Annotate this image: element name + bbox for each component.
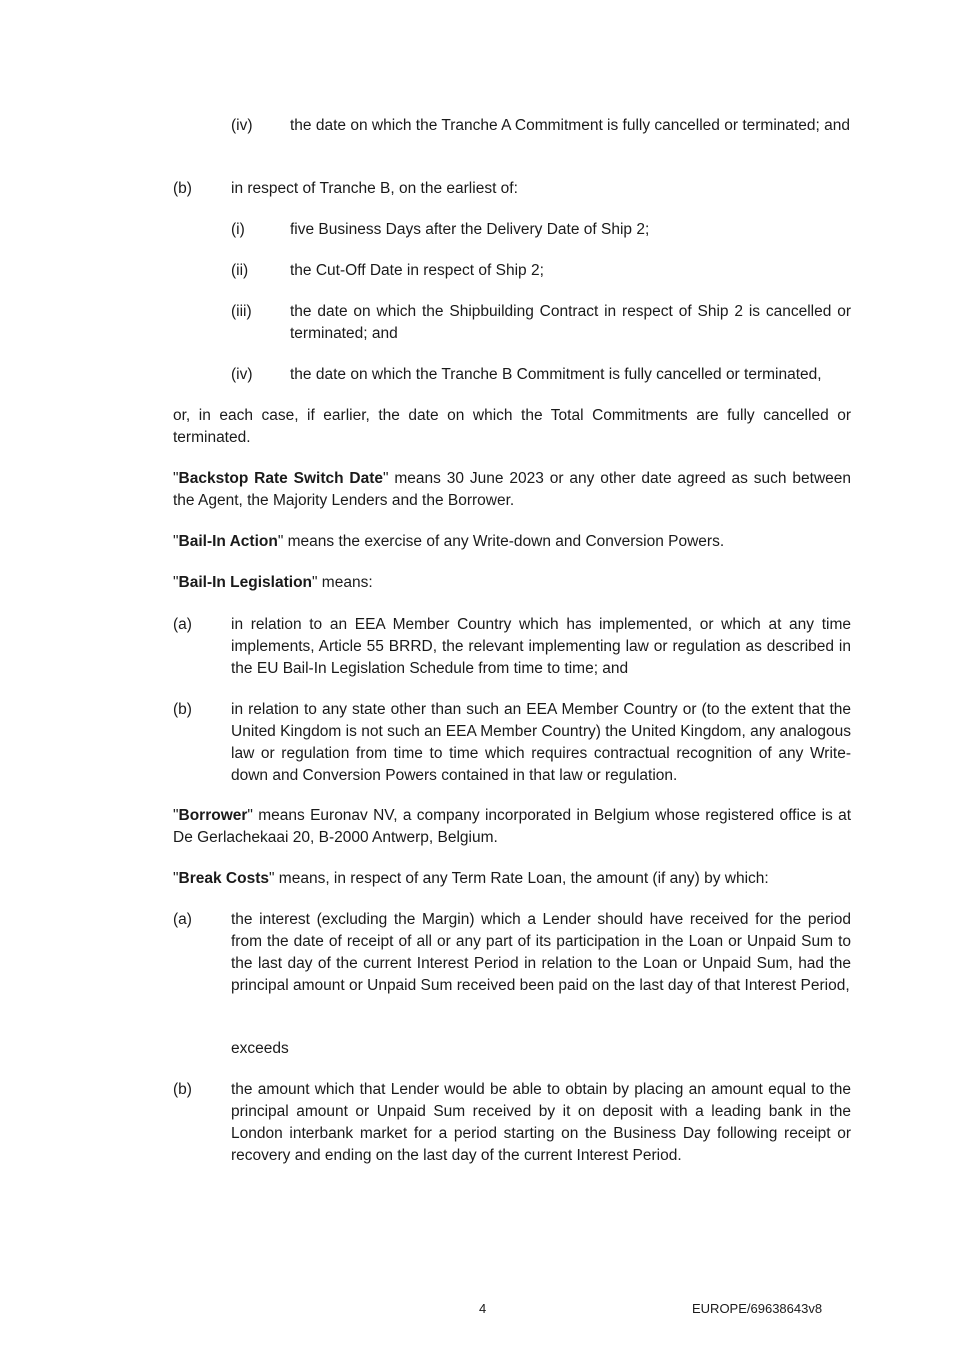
list-text: the date on which the Tranche A Commitment is fully cancelled or terminated; and <box>290 117 851 134</box>
list-label: (a) <box>173 911 192 928</box>
quote-open: " <box>173 574 179 591</box>
list-label: (i) <box>231 221 245 238</box>
definition-borrower <box>173 805 851 849</box>
closing-paragraph: or, in each case, if earlier, the date on which the Total Commitments are fully cancelled or terminated. <box>173 407 851 446</box>
list-label: (iii) <box>231 303 252 320</box>
list-text: in relation to an EEA Member Country which has implemented, or which at any time implements, Article 55 BRRD, the relevant implementing law or regulation as described in the EU Bail-In Legislation Schedule from time to time; and <box>231 616 851 677</box>
list-item <box>173 178 851 200</box>
definition-break-costs <box>173 868 851 890</box>
list-label: (iv) <box>231 366 253 383</box>
list-label: (ii) <box>231 262 249 279</box>
definition-backstop-rate-switch-date <box>173 468 851 512</box>
list-item <box>173 614 851 680</box>
document-reference: EUROPE/69638643v8 <box>692 1301 823 1316</box>
defined-term: Bail-In Legislation <box>178 574 312 591</box>
list-text: the amount which that Lender would be able to obtain by placing an amount equal to the principal amount or Unpaid Sum received by it on deposit with a leading bank in the London interbank market for a period starting on the Business Day following receipt or recovery and ending on the last day of the current Interest Period. <box>231 1081 851 1164</box>
list-label: (iv) <box>231 117 253 134</box>
defined-term: Borrower <box>178 807 248 824</box>
defined-term: Break Costs <box>178 870 269 887</box>
list-label: (b) <box>173 701 192 718</box>
list-item <box>173 699 851 787</box>
defined-term: Bail-In Action <box>178 533 278 550</box>
definition-bail-in-legislation <box>173 572 851 594</box>
list-text: in respect of Tranche B, on the earliest of: <box>231 180 518 197</box>
list-text: in relation to any state other than such an EEA Member Country or (to the extent that the United Kingdom is not such an EEA Member Country) the United Kingdom, any analogous law or regulation from time to time which requires contractual recognition of any Write-down and Conversion Powers contained in that law or regulation. <box>231 701 851 784</box>
definition-bail-in-action <box>173 531 851 553</box>
quote-open: " <box>173 807 179 824</box>
definition-text: " means the exercise of any Write-down and Conversion Powers. <box>277 533 725 550</box>
quote-open: " <box>173 533 179 550</box>
list-item <box>231 260 851 282</box>
page-number: 4 <box>479 1301 487 1316</box>
definition-text: " means Euronav NV, a company incorporated in Belgium whose registered office is at De Gerlachekaai 20, B-2000 Antwerp, Belgium. <box>173 807 851 846</box>
definition-text: " means, in respect of any Term Rate Loan, the amount (if any) by which: <box>268 870 769 887</box>
list-item <box>173 1079 851 1167</box>
list-item <box>231 364 851 386</box>
quote-open: " <box>173 870 179 887</box>
list-text: the date on which the Shipbuilding Contract in respect of Ship 2 is cancelled or terminated; and <box>290 303 851 342</box>
list-label: (b) <box>173 180 192 197</box>
list-text: the date on which the Tranche B Commitment is fully cancelled or terminated, <box>290 366 822 383</box>
exceeds-text: exceeds <box>231 1040 289 1057</box>
list-text: the Cut-Off Date in respect of Ship 2; <box>290 262 544 279</box>
list-item <box>231 219 851 241</box>
defined-term: Backstop Rate Switch Date <box>178 470 384 487</box>
list-label: (b) <box>173 1081 192 1098</box>
list-text: five Business Days after the Delivery Date of Ship 2; <box>290 221 650 238</box>
quote-open: " <box>173 470 179 487</box>
list-item <box>173 909 851 1019</box>
definition-text: " means 30 June 2023 or any other date agreed as such between the Agent, the Majority Lenders and the Borrower. <box>173 470 851 509</box>
list-text: the interest (excluding the Margin) which a Lender should have received for the period from the date of receipt of all or any part of its participation in the Loan or Unpaid Sum to the last day of the current Interest Period in relation to the Loan or Unpaid Sum, had the principal amount or Unpaid Sum received been paid on the last day of that Interest Period, <box>231 911 851 994</box>
list-label: (a) <box>173 616 192 633</box>
definition-text: " means: <box>312 574 373 591</box>
list-item <box>231 115 851 159</box>
list-item <box>231 301 851 345</box>
